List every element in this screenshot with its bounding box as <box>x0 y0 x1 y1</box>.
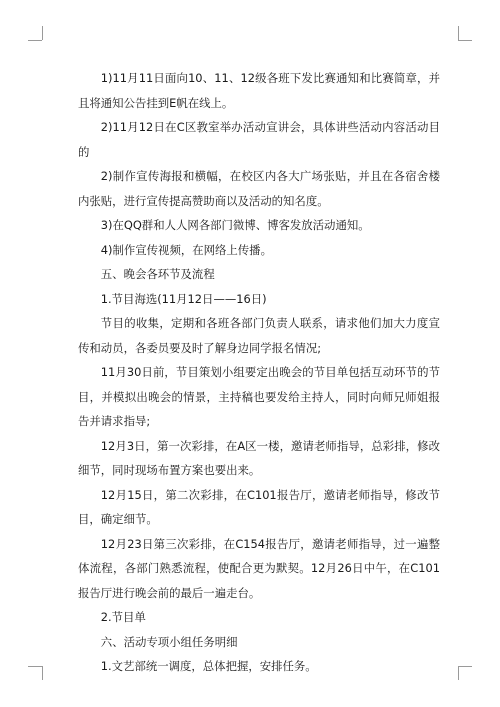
section-heading: 五、晚会各环节及流程 <box>100 267 215 281</box>
paragraph: 4)制作宣传视频，在网络上传播。 <box>100 242 272 257</box>
crop-mark-bottom-right <box>458 666 472 667</box>
subsection-heading: 2.节目单 <box>100 610 146 624</box>
paragraph: 12月23日第三次彩排，在C154报告厅，邀请老师指导，过一遍整体流程，各部门熟悉流程，使配合更为默契。12月26日中午，在C101报告厅进行晚会前的最后一遍走台。 <box>78 536 440 600</box>
crop-mark-top-left <box>28 40 42 41</box>
paragraph: 1)11月11日面向10、11、12级各班下发比赛通知和比赛简章，并且将通知公告挂到E帆在线上。 <box>78 71 440 110</box>
crop-mark-bottom-right <box>458 666 459 680</box>
crop-mark-bottom-left <box>28 666 42 667</box>
paragraph: 2)11月12日在C区教室举办活动宣讲会，具体讲些活动内容活动目的 <box>78 120 440 159</box>
paragraph: 3)在QQ群和人人网各部门微博、博客发放活动通知。 <box>100 218 370 232</box>
paragraph: 12月15日，第二次彩排，在C101报告厅，邀请老师指导，修改节目，确定细节。 <box>78 487 440 526</box>
paragraph: 2)制作宣传海报和横幅，在校区内各大广场张贴，并且在各宿舍楼内张贴，进行宣传提高赞助商以及活动的知名度。 <box>78 169 440 208</box>
paragraph: 节目的收集，定期和各班各部门负责人联系，请求他们加大力度宣传和动员，各委员要及时了解身边同学报名情况; <box>78 316 440 355</box>
subsection-heading: 1.节目海选(11月12日——16日) <box>100 291 267 306</box>
paragraph: 11月30日前，节目策划小组要定出晚会的节目单包括互动环节的节目，并模拟出晚会的情景，主持稿也要发给主持人，同时向师兄师姐报告并请求指导; <box>78 365 440 428</box>
document-body <box>78 66 440 679</box>
crop-mark-top-right <box>458 40 472 41</box>
paragraph: 12月3日，第一次彩排，在A区一楼，邀请老师指导，总彩排，修改细节，同时现场布置方案也要出来。 <box>78 438 440 477</box>
crop-mark-bottom-left <box>42 666 43 680</box>
crop-mark-top-right <box>458 26 459 40</box>
crop-mark-top-left <box>42 26 43 40</box>
paragraph: 1.文艺部统一调度，总体把握，安排任务。 <box>100 659 317 673</box>
section-heading: 六、活动专项小组任务明细 <box>100 634 238 649</box>
